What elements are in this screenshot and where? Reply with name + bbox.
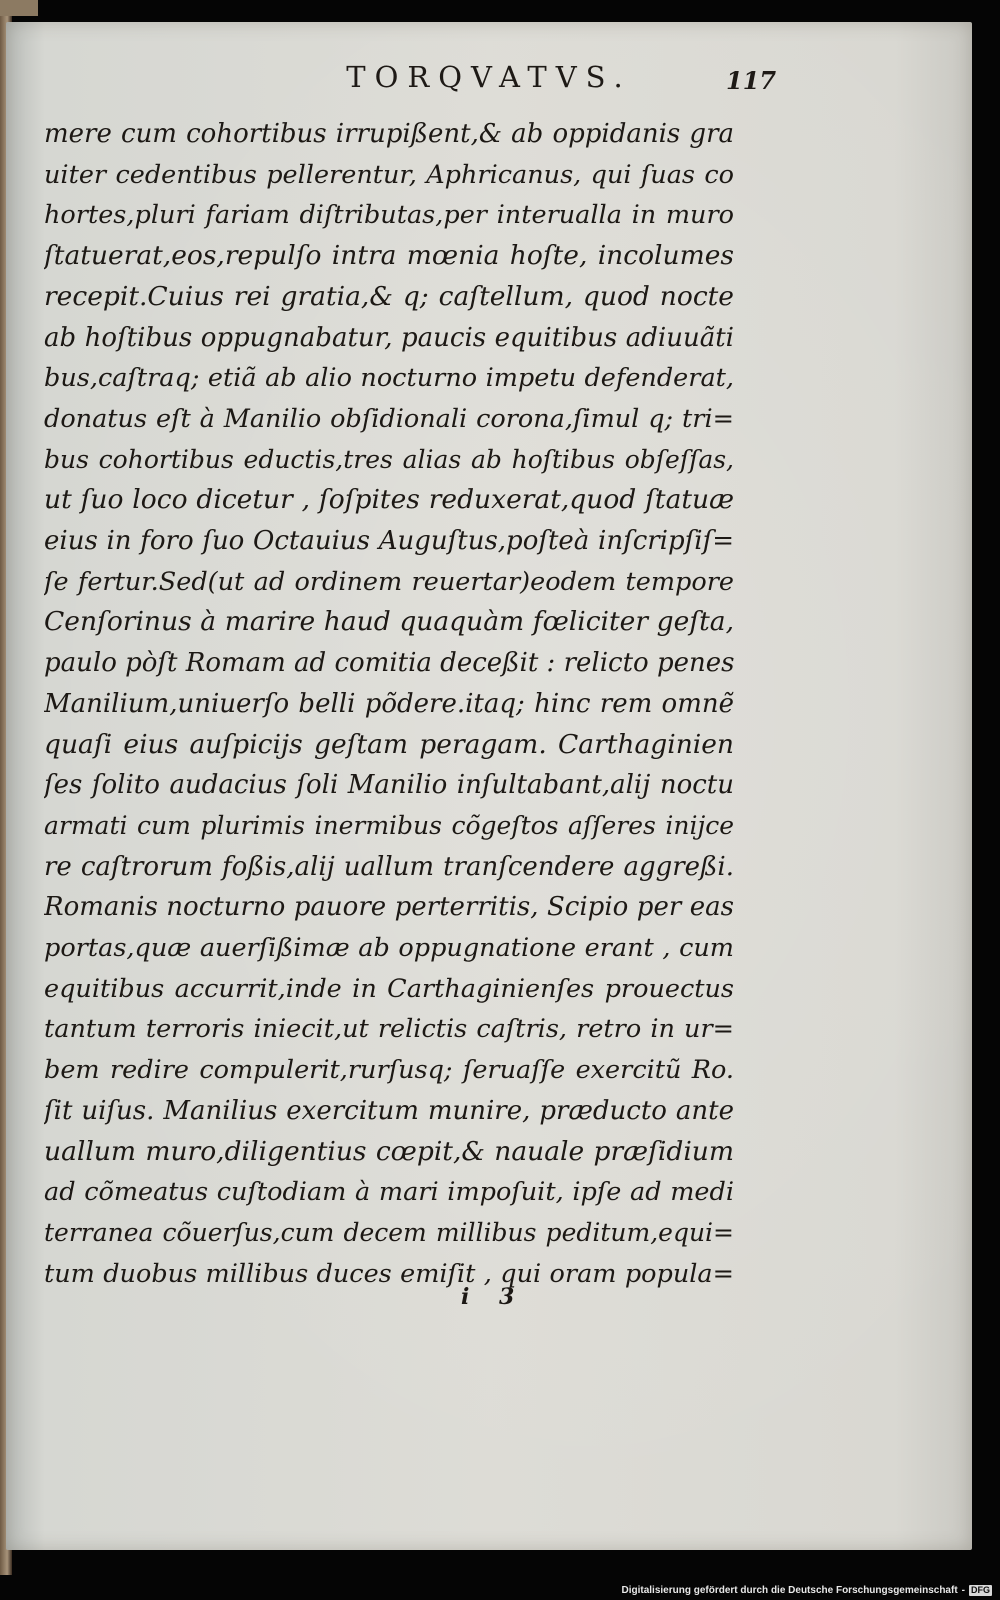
- page-number: 117: [726, 66, 777, 95]
- text-line: Cenſorinus à marire haud quaquàm fœliciter geſta,: [44, 606, 734, 638]
- text-line: tum duobus millibus duces emiſit , qui oram popula=: [44, 1258, 734, 1289]
- text-line: recepit.Cuius rei gratia,& q; caſtellum, quod nocte: [44, 280, 734, 312]
- text-line: uallum muro,diligentius cœpit,& nauale præſidium: [44, 1135, 734, 1167]
- text-line: hortes,pluri fariam diſtributas,per interualla in muro: [44, 200, 734, 231]
- text-line: portas,quæ auerſißimæ ab oppugnatione erant , cum: [44, 933, 734, 964]
- text-line: Romanis nocturno pauore perterritis, Scipio per eas: [44, 892, 734, 923]
- text-line: eius in foro ſuo Octauius Auguſtus,poſteà inſcripſiſ=: [44, 526, 734, 557]
- text-line: bem redire compulerit,rurſusq; ſeruaſſe exercitũ Ro.: [44, 1055, 734, 1086]
- signature-mark: i 3: [461, 1284, 515, 1310]
- digitization-footer: [621, 1585, 992, 1596]
- text-line: mere cum cohortibus irrupißent,& ab oppidanis gra: [44, 119, 734, 149]
- text-line: ſes ſolito audacius ſoli Manilio inſultabant,alij noctu: [44, 770, 734, 801]
- text-line: ab hoſtibus oppugnabatur, paucis equitibus adiuuãti: [44, 322, 734, 353]
- text-line: ut ſuo loco dicetur , ſoſpites reduxerat,quod ſtatuæ: [44, 484, 734, 516]
- text-line: ad cõmeatus cuſtodiam à mari impoſuit, ipſe ad medi: [44, 1177, 734, 1208]
- previous-leaf-tab: [0, 0, 38, 16]
- text-line: armati cum plurimis inermibus cõgeſtos aſſeres inijce: [44, 810, 734, 840]
- text-line: terranea cõuerſus,cum decem millibus peditum,equi=: [44, 1217, 734, 1247]
- text-line: tantum terroris iniecit,ut relictis caſtris, retro in ur=: [44, 1014, 734, 1045]
- text-line: uiter cedentibus pellerentur, Aphricanus, qui ſuas co: [44, 159, 734, 190]
- text-line: bus,caſtraq; etiã ab alio nocturno impetu defenderat,: [44, 363, 734, 394]
- text-line: re caſtrorum foßis,alij uallum tranſcendere aggreßi.: [44, 851, 734, 882]
- dfg-logo: DFG: [971, 1585, 990, 1595]
- text-line: equitibus accurrit,inde in Carthaginienſes prouectus: [44, 973, 734, 1004]
- text-line: paulo pòſt Romam ad comitia deceßit : relicto penes: [44, 648, 734, 679]
- footer-credit: Digitalisierung gefördert durch die Deutsche Forschungsgemeinschaft: [621, 1585, 958, 1596]
- text-line: bus cohortibus eductis,tres alias ab hoſtibus obſeſſas,: [44, 444, 734, 474]
- footer-separator: -: [961, 1585, 965, 1596]
- text-line: ſe fertur.Sed(ut ad ordinem reuertar)eodem tempore: [44, 566, 734, 597]
- book-page: [6, 22, 972, 1550]
- text-line: ſtatuerat,eos,repulſo intra mœnia hoſte, incolumes: [44, 240, 734, 272]
- text-line: donatus eſt à Manilio obſidionali corona,ſimul q; tri=: [44, 403, 734, 434]
- text-line: quaſi eius auſpicijs geſtam peragam. Carthaginien: [44, 728, 734, 760]
- body-text: [44, 114, 734, 1294]
- text-line: Manilium,uniuerſo belli põdere.itaq; hinc rem omnẽ: [44, 688, 734, 719]
- text-line: ſit uiſus. Manilius exercitum munire, præducto ante: [44, 1095, 734, 1126]
- running-head: TORQVATVS.: [346, 60, 632, 94]
